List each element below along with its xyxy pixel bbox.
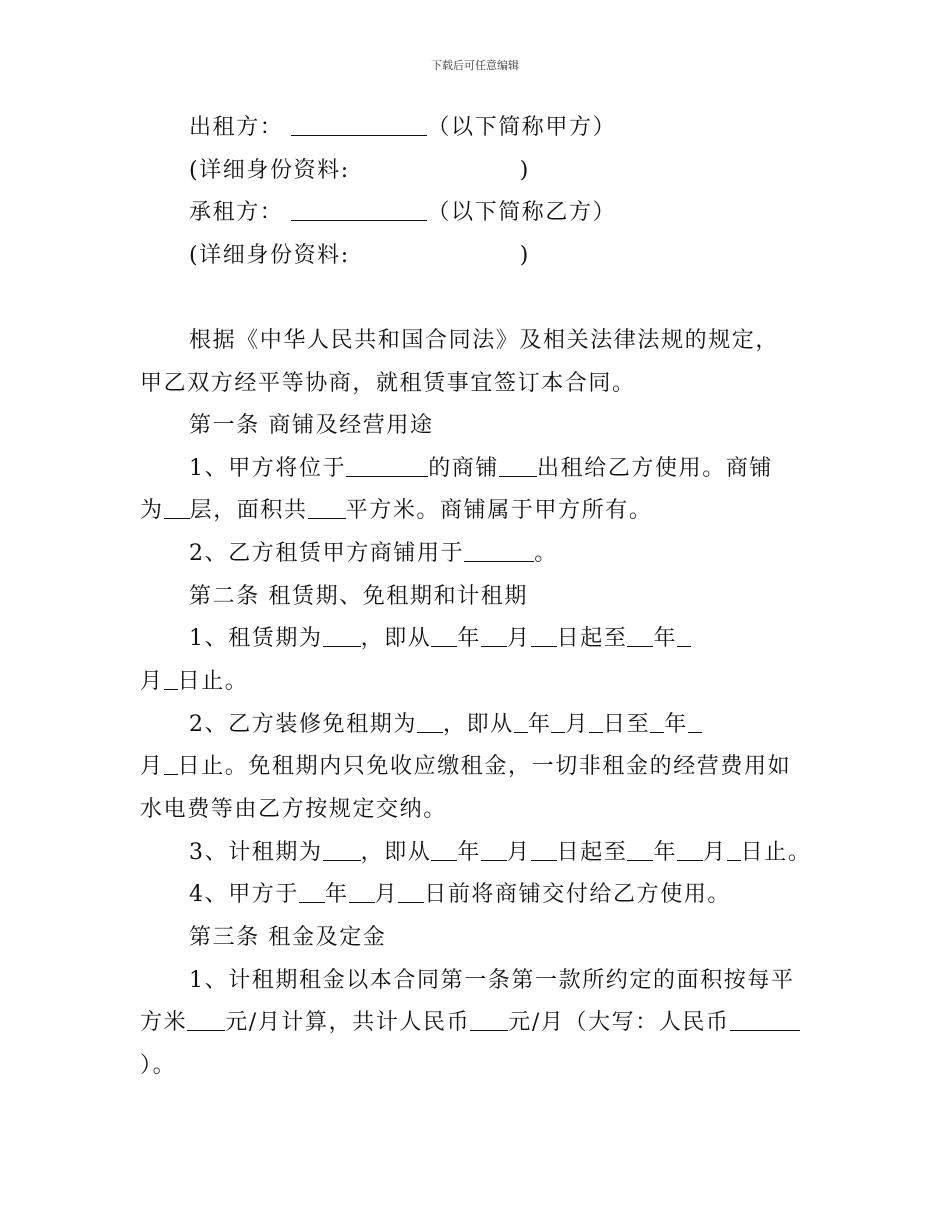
text: 月 xyxy=(703,840,727,865)
floor-blank xyxy=(164,496,190,519)
lessee-line xyxy=(189,198,616,228)
text: 元/月（大写：人民币 xyxy=(508,1010,730,1035)
article-2-clause-2-cont xyxy=(140,752,791,782)
text: 出租给乙方使用。商铺 xyxy=(537,456,774,481)
text: ，即从 xyxy=(360,840,432,865)
article-2-clause-1-cont xyxy=(140,667,248,697)
text: 年 xyxy=(653,840,678,865)
lessor-id-open: (详细身份资料: xyxy=(189,158,350,183)
text: 年 xyxy=(457,626,482,651)
text: 月 xyxy=(374,882,399,907)
blank xyxy=(727,838,741,861)
text: 日止。 xyxy=(177,669,249,694)
article-2-clause-2-cont-2: 水电费等由乙方按规定交纳。 xyxy=(140,797,447,822)
text: 3、计租期为 xyxy=(189,840,323,865)
article-2-clause-1 xyxy=(189,624,691,654)
blank xyxy=(627,838,653,861)
article-1-clause-2 xyxy=(189,539,558,569)
blank xyxy=(431,838,457,861)
intro-line-2: 甲乙双方经平等协商，就租赁事宜签订本合同。 xyxy=(140,371,636,396)
lessor-id-line xyxy=(189,156,530,186)
lessor-line xyxy=(189,113,616,143)
text: 1、甲方将位于 xyxy=(189,456,347,481)
text: ，即从 xyxy=(360,626,432,651)
blank xyxy=(164,752,178,775)
shop-blank xyxy=(499,454,537,477)
lessor-label: 出租方： xyxy=(189,115,284,140)
lessor-id-close: ) xyxy=(519,158,530,183)
article-3-clause-1-cont xyxy=(140,1008,800,1038)
text: 年 xyxy=(325,882,349,907)
text: 年 xyxy=(653,626,678,651)
blank xyxy=(164,667,178,690)
blank xyxy=(677,624,691,647)
blank xyxy=(398,880,424,903)
article-3-clause-1-end: ）。 xyxy=(140,1053,177,1078)
lessee-id-open: (详细身份资料: xyxy=(189,243,350,268)
area-blank xyxy=(308,496,346,519)
article-2-clause-3 xyxy=(189,838,811,868)
text: 日起至 xyxy=(556,840,628,865)
article-3-clause-1: 1、计租期租金以本合同第一条第一款所约定的面积按每平 xyxy=(189,968,795,993)
text: 的商铺 xyxy=(428,456,500,481)
article-3-title: 第三条 租金及定金 xyxy=(189,925,387,950)
article-1-clause-1 xyxy=(189,454,773,484)
blank xyxy=(688,710,702,733)
text: 2、乙方装修免租期为 xyxy=(189,712,417,737)
lessee-id-close: ) xyxy=(519,243,530,268)
blank xyxy=(323,624,361,647)
lessee-id-line xyxy=(189,241,530,271)
blank xyxy=(514,710,528,733)
text: 。 xyxy=(534,541,558,566)
intro-line-1: 根据《中华人民共和国合同法》及相关法律法规的规定， xyxy=(189,328,780,353)
text: 月 xyxy=(140,754,164,779)
text: 为 xyxy=(140,498,164,523)
text: ，即从 xyxy=(443,712,514,737)
text: 日起至 xyxy=(556,626,628,651)
text: 日止。 xyxy=(740,840,812,865)
blank xyxy=(481,624,507,647)
text: 年 xyxy=(457,840,482,865)
article-1-clause-1-cont xyxy=(140,496,652,526)
lessee-label: 承租方： xyxy=(189,200,284,225)
article-2-title: 第二条 租赁期、免租期和计租期 xyxy=(189,584,528,609)
text: 月 xyxy=(140,669,164,694)
blank xyxy=(417,710,443,733)
text: 年 xyxy=(664,712,688,737)
text: 4、甲方于 xyxy=(189,882,299,907)
text: 元/月计算，共计人民币 xyxy=(225,1010,471,1035)
text: 1、租赁期为 xyxy=(189,626,323,651)
blank xyxy=(431,624,457,647)
blank xyxy=(551,710,565,733)
article-2-clause-2 xyxy=(189,710,702,740)
text: 方米 xyxy=(140,1010,188,1035)
text: 年 xyxy=(527,712,552,737)
lessor-suffix: （以下简称甲方） xyxy=(427,115,617,140)
rate-blank xyxy=(187,1008,225,1031)
lessor-name-blank xyxy=(291,113,427,136)
lessee-suffix: （以下简称乙方） xyxy=(427,200,617,225)
text: 月 xyxy=(507,626,531,651)
blank xyxy=(677,838,703,861)
text: 月 xyxy=(507,840,531,865)
article-2-clause-4 xyxy=(189,880,731,910)
blank xyxy=(531,624,557,647)
text: 2、乙方租赁甲方商铺用于 xyxy=(189,541,465,566)
article-1-title: 第一条 商铺及经营用途 xyxy=(189,413,434,438)
blank xyxy=(589,710,603,733)
text: 日至 xyxy=(603,712,651,737)
location-blank xyxy=(346,454,428,477)
text: 月 xyxy=(565,712,590,737)
blank xyxy=(481,838,507,861)
lessee-name-blank xyxy=(291,198,427,221)
blank xyxy=(650,710,664,733)
blank xyxy=(299,880,325,903)
usage-blank xyxy=(464,539,534,562)
text: 平方米。商铺属于甲方所有。 xyxy=(345,498,653,523)
text: 日前将商铺交付给乙方使用。 xyxy=(424,882,732,907)
text: 层，面积共 xyxy=(189,498,308,523)
blank xyxy=(627,624,653,647)
text: 日止。免租期内只免收应缴租金，一切非租金的经营费用如 xyxy=(177,754,792,779)
amount-in-words-blank xyxy=(730,1008,800,1031)
page-header-note: 下载后可任意编辑 xyxy=(431,59,519,72)
blank xyxy=(323,838,361,861)
total-blank xyxy=(470,1008,508,1031)
blank xyxy=(349,880,375,903)
blank xyxy=(531,838,557,861)
